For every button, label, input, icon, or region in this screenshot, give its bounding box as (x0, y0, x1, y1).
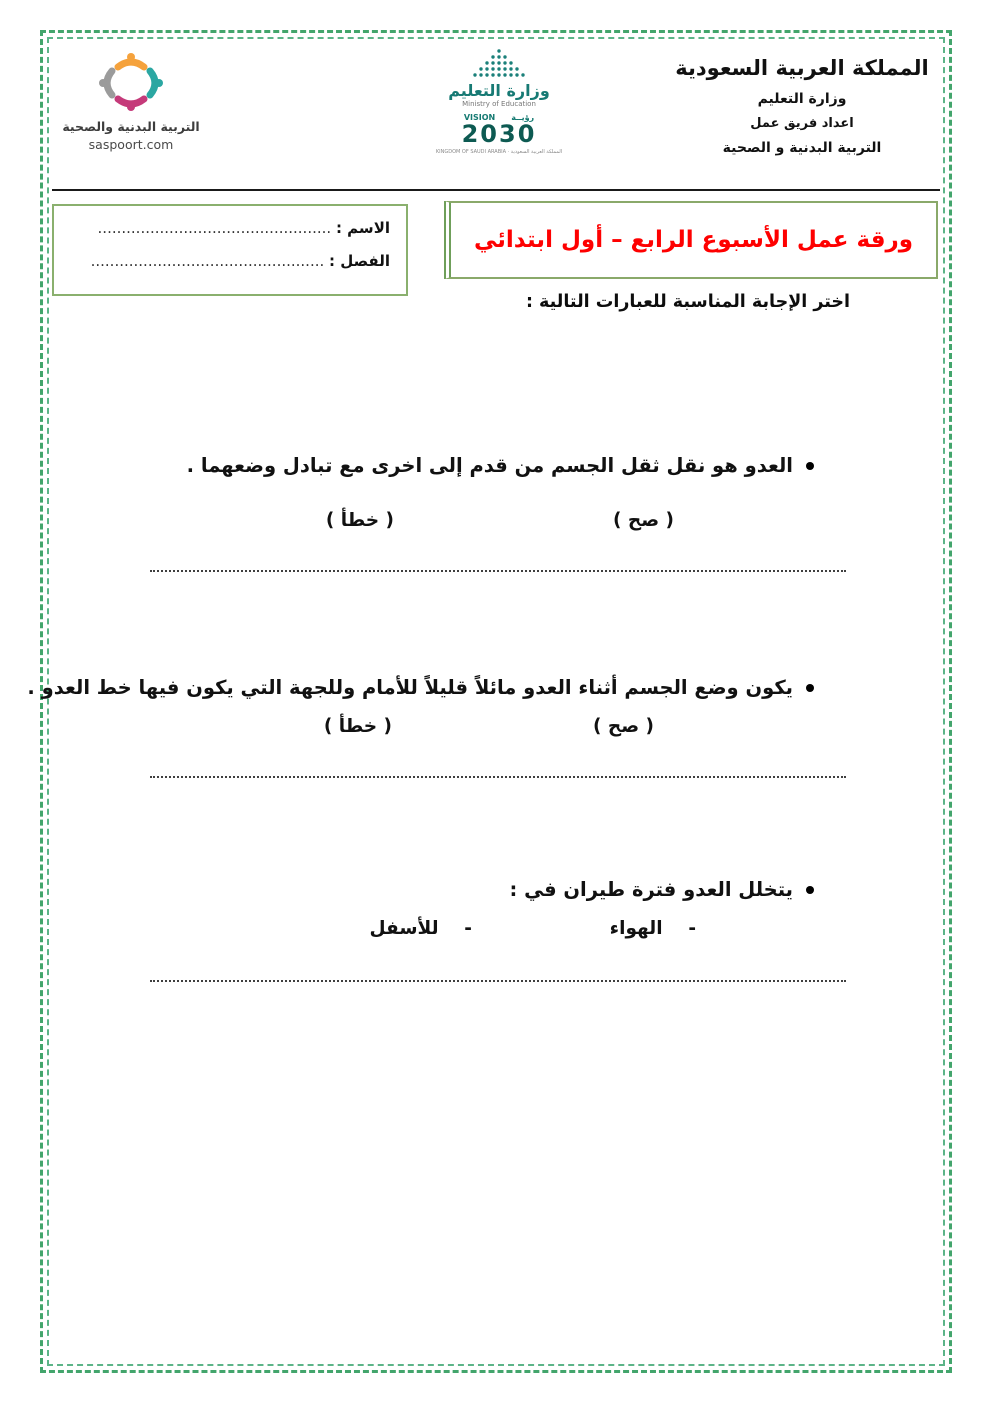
header-subject-line: التربية البدنية و الصحية (722, 140, 882, 156)
header-divider (52, 189, 940, 191)
header-text-block (662, 56, 942, 156)
dotted-separator (150, 570, 846, 572)
vision-subtitle: المملكة العربية السعودية · KINGDOM OF SAUDI ARABIA (435, 148, 563, 155)
saspoort-logo (56, 50, 206, 152)
instruction-heading: اختر الإجابة المناسبة للعبارات التالية : (525, 292, 850, 312)
header-country-title: المملكة العربية السعودية (675, 56, 929, 80)
class-label: الفصل : (329, 252, 390, 270)
moe-emblem-icon (467, 48, 531, 78)
answer-option-sah: ( صح ) (592, 716, 654, 737)
question-3 (510, 878, 815, 901)
name-label: الاسم : (335, 219, 390, 237)
worksheet-title: ورقة عمل الأسبوع الرابع – أول ابتدائي (473, 227, 914, 253)
name-fill-dots: ................................................. (97, 219, 332, 237)
vision-year: 2030 (461, 119, 537, 148)
answer-option-air: - الهواء (609, 918, 696, 939)
moe-wordmark-en: Ministry of Education (462, 99, 536, 108)
header-team-line: اعداد فريق عمل (750, 116, 854, 131)
question-text: يتخلل العدو فترة طيران في : (509, 878, 793, 901)
ministry-of-education-logo (424, 48, 574, 155)
saspoort-url: saspoort.com (88, 137, 174, 152)
worksheet-title-box (444, 201, 938, 279)
answer-option-down: - للأسفل (369, 918, 472, 939)
dotted-separator (150, 776, 846, 778)
answer-option-sah: ( صح ) (612, 510, 674, 531)
bullet-icon (806, 462, 814, 470)
moe-wordmark: وزارة التعليم (448, 81, 550, 100)
answer-option-khata: ( خطأ ) (323, 716, 392, 737)
question-text: يكون وضع الجسم أثناء العدو مائلاً قليلاً للأمام وللجهة التي يكون فيها خط العدو . (27, 676, 793, 699)
bullet-icon (806, 684, 814, 692)
student-info-box (52, 204, 408, 296)
name-field-line (70, 219, 390, 237)
vision-label-en: VISION (463, 112, 496, 122)
saspoort-figures-icon (88, 50, 174, 114)
answer-option-khata: ( خطأ ) (325, 510, 394, 531)
class-fill-dots: ................................................. (90, 252, 325, 270)
vision-label-ar: رؤيــة (511, 112, 535, 122)
question-text: العدو هو نقل ثقل الجسم من قدم إلى اخرى مع تبادل وضعهما . (186, 454, 793, 477)
saspoort-title: التربية البدنية والصحية (62, 119, 200, 134)
vision-2030-logo (424, 113, 574, 155)
dotted-separator (150, 980, 846, 982)
question-2 (27, 676, 814, 699)
header-ministry-line: وزارة التعليم (757, 91, 847, 107)
question-1 (187, 454, 814, 477)
bullet-icon (806, 886, 814, 894)
class-field-line (70, 252, 390, 270)
